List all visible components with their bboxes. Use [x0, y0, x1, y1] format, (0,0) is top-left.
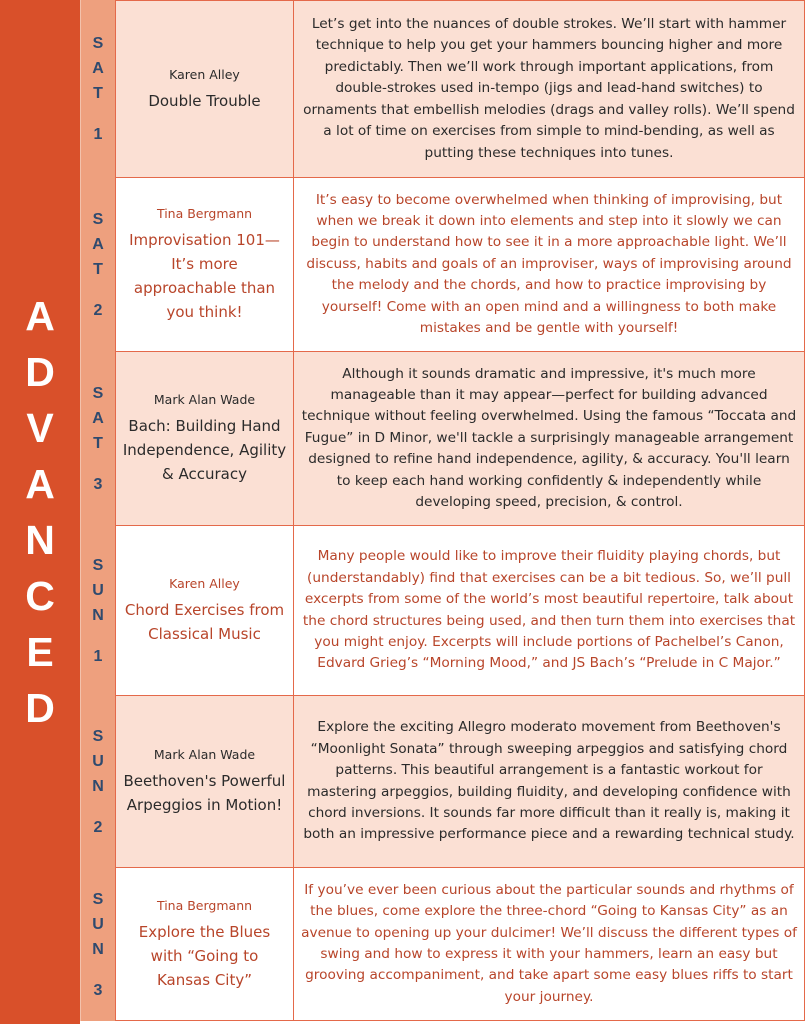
instructor-name: Mark Alan Wade — [153, 392, 256, 407]
class-description: Explore the exciting Allegro moderato movement from Beethoven's “Moonlight Sonata” through sweeping arpeggios and satisfying chord patterns. This beautiful arrangement is a fantastic workout for mastering arpeggios, building fluidity, and developing confidence with chord inversions. It sounds far more difficult than it really is, making it both an impressive performance piece and a rewarding technical study. — [303, 719, 795, 843]
class-description: If you’ve ever been curious about the particular sounds and rhythms of the blues, come explore the three-chord “Going to Kansas City” as an avenue to opening up your dulcimer! We’ll discuss the different types of swing and how to express it with your hammers, learn an easy but grooving accompaniment, and take apart some easy blues riffs to start your journey. — [301, 881, 797, 1005]
class-title: Improvisation 101— It’s more approachable than you think! — [129, 231, 280, 321]
advanced-banner — [0, 0, 80, 1024]
session-day-label — [80, 352, 115, 526]
instructor-name: Karen Alley — [169, 66, 240, 82]
day-char: U — [92, 753, 104, 770]
banner-letter: D — [25, 349, 55, 395]
instructor-name: Tina Bergmann — [156, 206, 253, 221]
session-number: 3 — [93, 476, 103, 493]
schedule-table — [80, 0, 805, 1021]
session-row — [80, 352, 805, 526]
instructor-name: Karen Alley — [169, 576, 240, 591]
day-char: N — [92, 778, 104, 795]
session-title-cell — [115, 696, 293, 868]
session-row — [80, 526, 805, 696]
class-title: Chord Exercises from Classical Music — [124, 601, 285, 643]
banner-letter: E — [26, 629, 54, 675]
session-description-cell — [293, 868, 805, 1021]
session-day-label — [80, 526, 115, 696]
day-char: U — [92, 915, 104, 933]
banner-letter: C — [25, 573, 55, 619]
day-char: S — [92, 728, 104, 745]
session-description-cell — [293, 178, 805, 352]
session-row — [80, 868, 805, 1021]
class-title: Bach: Building Hand Independence, Agility & Accuracy — [122, 417, 287, 483]
day-char: S — [92, 385, 104, 402]
session-row — [80, 178, 805, 352]
session-number: 2 — [93, 819, 103, 836]
session-number: 3 — [93, 981, 103, 999]
session-title-cell — [115, 0, 293, 178]
session-title-cell — [115, 352, 293, 526]
day-char: S — [92, 211, 104, 228]
session-number: 1 — [93, 648, 103, 665]
day-char: T — [93, 435, 103, 452]
session-description-cell — [293, 526, 805, 696]
day-char: N — [92, 940, 104, 958]
instructor-name: Mark Alan Wade — [153, 747, 256, 762]
session-day-label — [80, 696, 115, 868]
session-row — [80, 0, 805, 178]
class-description: Although it sounds dramatic and impressive, it's much more manageable than it may appear—perfect for building advanced technique without feeling overwhelmed. Using the famous “Toccata and Fugue” in D Minor, we'll tackle a surprisingly manageable arrangement designed to refine hand independence, agility, & accuracy. You'll learn to keep each hand working confidently & independently while developing speed, precision, & control. — [301, 365, 797, 511]
session-day-label — [80, 178, 115, 352]
session-description-cell — [293, 352, 805, 526]
banner-letter: A — [25, 293, 55, 339]
session-description-cell — [293, 696, 805, 868]
day-char: A — [92, 60, 104, 77]
day-char: S — [92, 890, 104, 908]
session-day-label — [80, 868, 115, 1021]
session-number: 1 — [93, 126, 103, 143]
banner-letter: V — [26, 405, 54, 451]
session-title-cell — [115, 178, 293, 352]
day-char: N — [92, 607, 104, 624]
session-title-cell — [115, 526, 293, 696]
day-char: T — [93, 261, 103, 278]
class-description: It’s easy to become overwhelmed when thinking of improvising, but when we break it down into elements and step into it slowly we can begin to understand how to see it in a more approachable light. We’ll discuss, habits and goals of an improviser, ways of improvising around the melody and the chords, and how to practice improvising by yourself! Come with an open mind and a willingness to both make mistakes and be gentle with yourself! — [306, 191, 792, 337]
session-number: 2 — [93, 302, 103, 319]
session-row — [80, 696, 805, 868]
class-title: Explore the Blues with “Going to Kansas City” — [138, 922, 271, 989]
instructor-name: Tina Bergmann — [156, 897, 253, 913]
session-description-cell — [293, 0, 805, 178]
banner-letter: N — [25, 517, 55, 563]
banner-letter: D — [25, 685, 55, 731]
banner-letter: A — [25, 461, 55, 507]
session-day-label — [80, 0, 115, 178]
day-char: T — [93, 85, 103, 102]
class-description: Let’s get into the nuances of double strokes. We’ll start with hammer technique to help you get your hammers bouncing higher and more predictably. Then we’ll work through important applications, from double-strokes used in-tempo (jigs and lead-hand switches) to ornaments that embellish melodies (drags and valley rolls). We’ll spend a lot of time on exercises from simple to mind-bending, as well as putting these techniques into tunes. — [303, 16, 795, 161]
class-description: Many people would like to improve their fluidity playing chords, but (understandably) find that exercises can be a bit tedious. So, we’ll pull excerpts from some of the world’s most beautiful repertoire, talk about the chord structures being used, and then turn them into exercises that you might enjoy. Excerpts will include portions of Pachelbel’s Canon, Edvard Grieg’s “Morning Mood,” and JS Bach’s “Prelude in C Major.” — [302, 548, 796, 672]
class-title: Double Trouble — [148, 91, 261, 110]
session-title-cell — [115, 868, 293, 1021]
day-char: A — [92, 236, 104, 253]
day-char: S — [92, 557, 104, 574]
day-char: U — [92, 582, 104, 599]
day-char: A — [92, 410, 104, 427]
class-title: Beethoven's Powerful Arpeggios in Motion! — [123, 772, 286, 814]
day-char: S — [92, 35, 104, 52]
banner-letters — [25, 288, 55, 736]
